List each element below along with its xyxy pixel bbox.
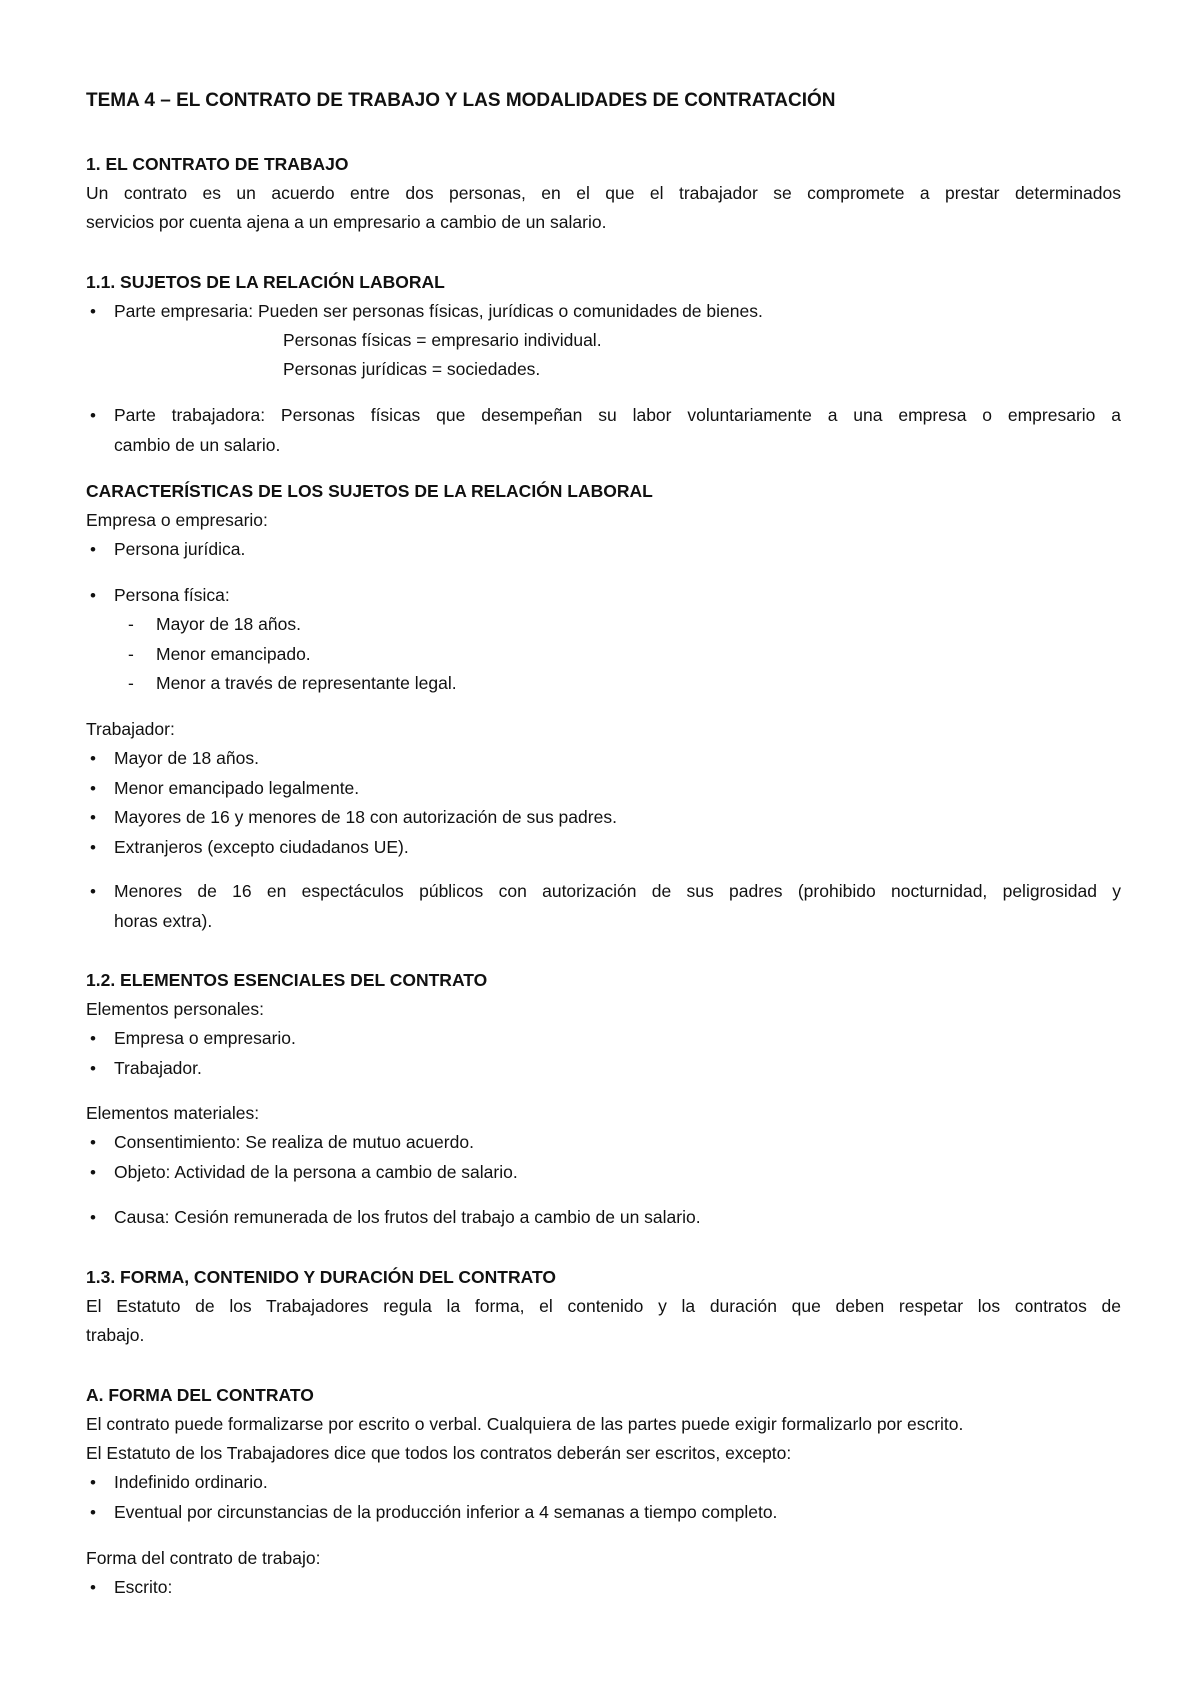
list-item-line: • Menores de 16 en espectáculos públicos con autorización de sus padres (prohibido nocturnidad, peligrosidad y xyxy=(114,881,1121,901)
page-title: TEMA 4 – EL CONTRATO DE TRABAJO Y LAS MODALIDADES DE CONTRATACIÓN xyxy=(86,90,836,111)
bullet-list-causa xyxy=(86,1203,701,1233)
list-item: • Objeto: Actividad de la persona a cambio de salario. xyxy=(86,1158,518,1188)
bullet-list-menores xyxy=(86,877,1121,936)
paragraph-definicion xyxy=(86,179,1121,237)
paragraph-forma: El contrato puede formalizarse por escrito o verbal. Cualquiera de las partes puede exigir formalizarlo por escrito. xyxy=(86,1414,964,1434)
list-item: • Menor emancipado legalmente. xyxy=(86,774,617,804)
section-heading-caracteristicas: CARACTERÍSTICAS DE LOS SUJETOS DE LA RELACIÓN LABORAL xyxy=(86,481,653,501)
list-item: - Menor a través de representante legal. xyxy=(126,669,457,699)
bullet-list-personales xyxy=(86,1024,296,1083)
bullet-list-sujetos xyxy=(86,297,763,327)
label-personales: Elementos personales: xyxy=(86,999,265,1019)
section-heading-contrato: 1. EL CONTRATO DE TRABAJO xyxy=(86,154,349,174)
list-item: • Extranjeros (excepto ciudadanos UE). xyxy=(86,833,617,863)
list-item-line: • Parte trabajadora: Personas físicas que desempeñan su labor voluntariamente a una empresa o empresario a xyxy=(114,405,1121,425)
dash-list-fisica xyxy=(126,610,457,699)
list-item: • Persona jurídica. xyxy=(86,535,245,565)
section-heading-elementos: 1.2. ELEMENTOS ESENCIALES DEL CONTRATO xyxy=(86,970,488,990)
list-item: • Persona física: xyxy=(86,581,230,611)
section-heading-sujetos: 1.1. SUJETOS DE LA RELACIÓN LABORAL xyxy=(86,272,445,292)
list-item-line: horas extra). xyxy=(114,910,213,931)
list-item: • Consentimiento: Se realiza de mutuo acuerdo. xyxy=(86,1128,518,1158)
list-item: - Mayor de 18 años. xyxy=(126,610,457,640)
label-trabajador: Trabajador: xyxy=(86,719,175,739)
list-item: • Mayor de 18 años. xyxy=(86,744,617,774)
label-empresa: Empresa o empresario: xyxy=(86,510,268,530)
section-heading-forma: A. FORMA DEL CONTRATO xyxy=(86,1385,314,1405)
indented-line: Personas físicas = empresario individual. xyxy=(283,330,602,350)
label-materiales: Elementos materiales: xyxy=(86,1103,260,1123)
list-item: • Trabajador. xyxy=(86,1054,296,1084)
paragraph-line: El Estatuto de los Trabajadores regula la forma, el contenido y la duración que deben respetar los contratos de xyxy=(86,1296,1121,1316)
bullet-list-excepciones xyxy=(86,1468,777,1527)
list-item: • Empresa o empresario. xyxy=(86,1024,296,1054)
section-heading-forma-contenido: 1.3. FORMA, CONTENIDO Y DURACIÓN DEL CONTRATO xyxy=(86,1267,556,1287)
list-item: • Escrito: xyxy=(86,1573,172,1603)
bullet-list-empresa xyxy=(86,535,245,565)
bullet-list-materiales xyxy=(86,1128,518,1187)
list-item: • Causa: Cesión remunerada de los frutos del trabajo a cambio de un salario. xyxy=(86,1203,701,1233)
paragraph-excepciones: El Estatuto de los Trabajadores dice que todos los contratos deberán ser escritos, excepto: xyxy=(86,1443,792,1463)
paragraph-estatuto xyxy=(86,1292,1121,1350)
list-item: • Indefinido ordinario. xyxy=(86,1468,777,1498)
list-item: • Mayores de 16 y menores de 18 con autorización de sus padres. xyxy=(86,803,617,833)
list-item xyxy=(86,877,1121,936)
paragraph-line: Un contrato es un acuerdo entre dos personas, en el que el trabajador se compromete a prestar determinados xyxy=(86,183,1121,203)
list-item: • Parte empresaria: Pueden ser personas físicas, jurídicas o comunidades de bienes. xyxy=(86,297,763,327)
label-forma-contrato: Forma del contrato de trabajo: xyxy=(86,1548,321,1568)
paragraph-line: trabajo. xyxy=(86,1325,145,1345)
paragraph-line: servicios por cuenta ajena a un empresario a cambio de un salario. xyxy=(86,212,607,232)
indented-line: Personas jurídicas = sociedades. xyxy=(283,359,541,379)
list-item xyxy=(86,401,1121,460)
bullet-list-trabajador xyxy=(86,744,617,862)
bullet-list-trabajadora xyxy=(86,401,1121,460)
list-item-line: cambio de un salario. xyxy=(114,434,281,455)
list-item: - Menor emancipado. xyxy=(126,640,457,670)
bullet-list-escrito xyxy=(86,1573,172,1603)
bullet-list-fisica xyxy=(86,581,230,611)
list-item: • Eventual por circunstancias de la producción inferior a 4 semanas a tiempo completo. xyxy=(86,1498,777,1528)
